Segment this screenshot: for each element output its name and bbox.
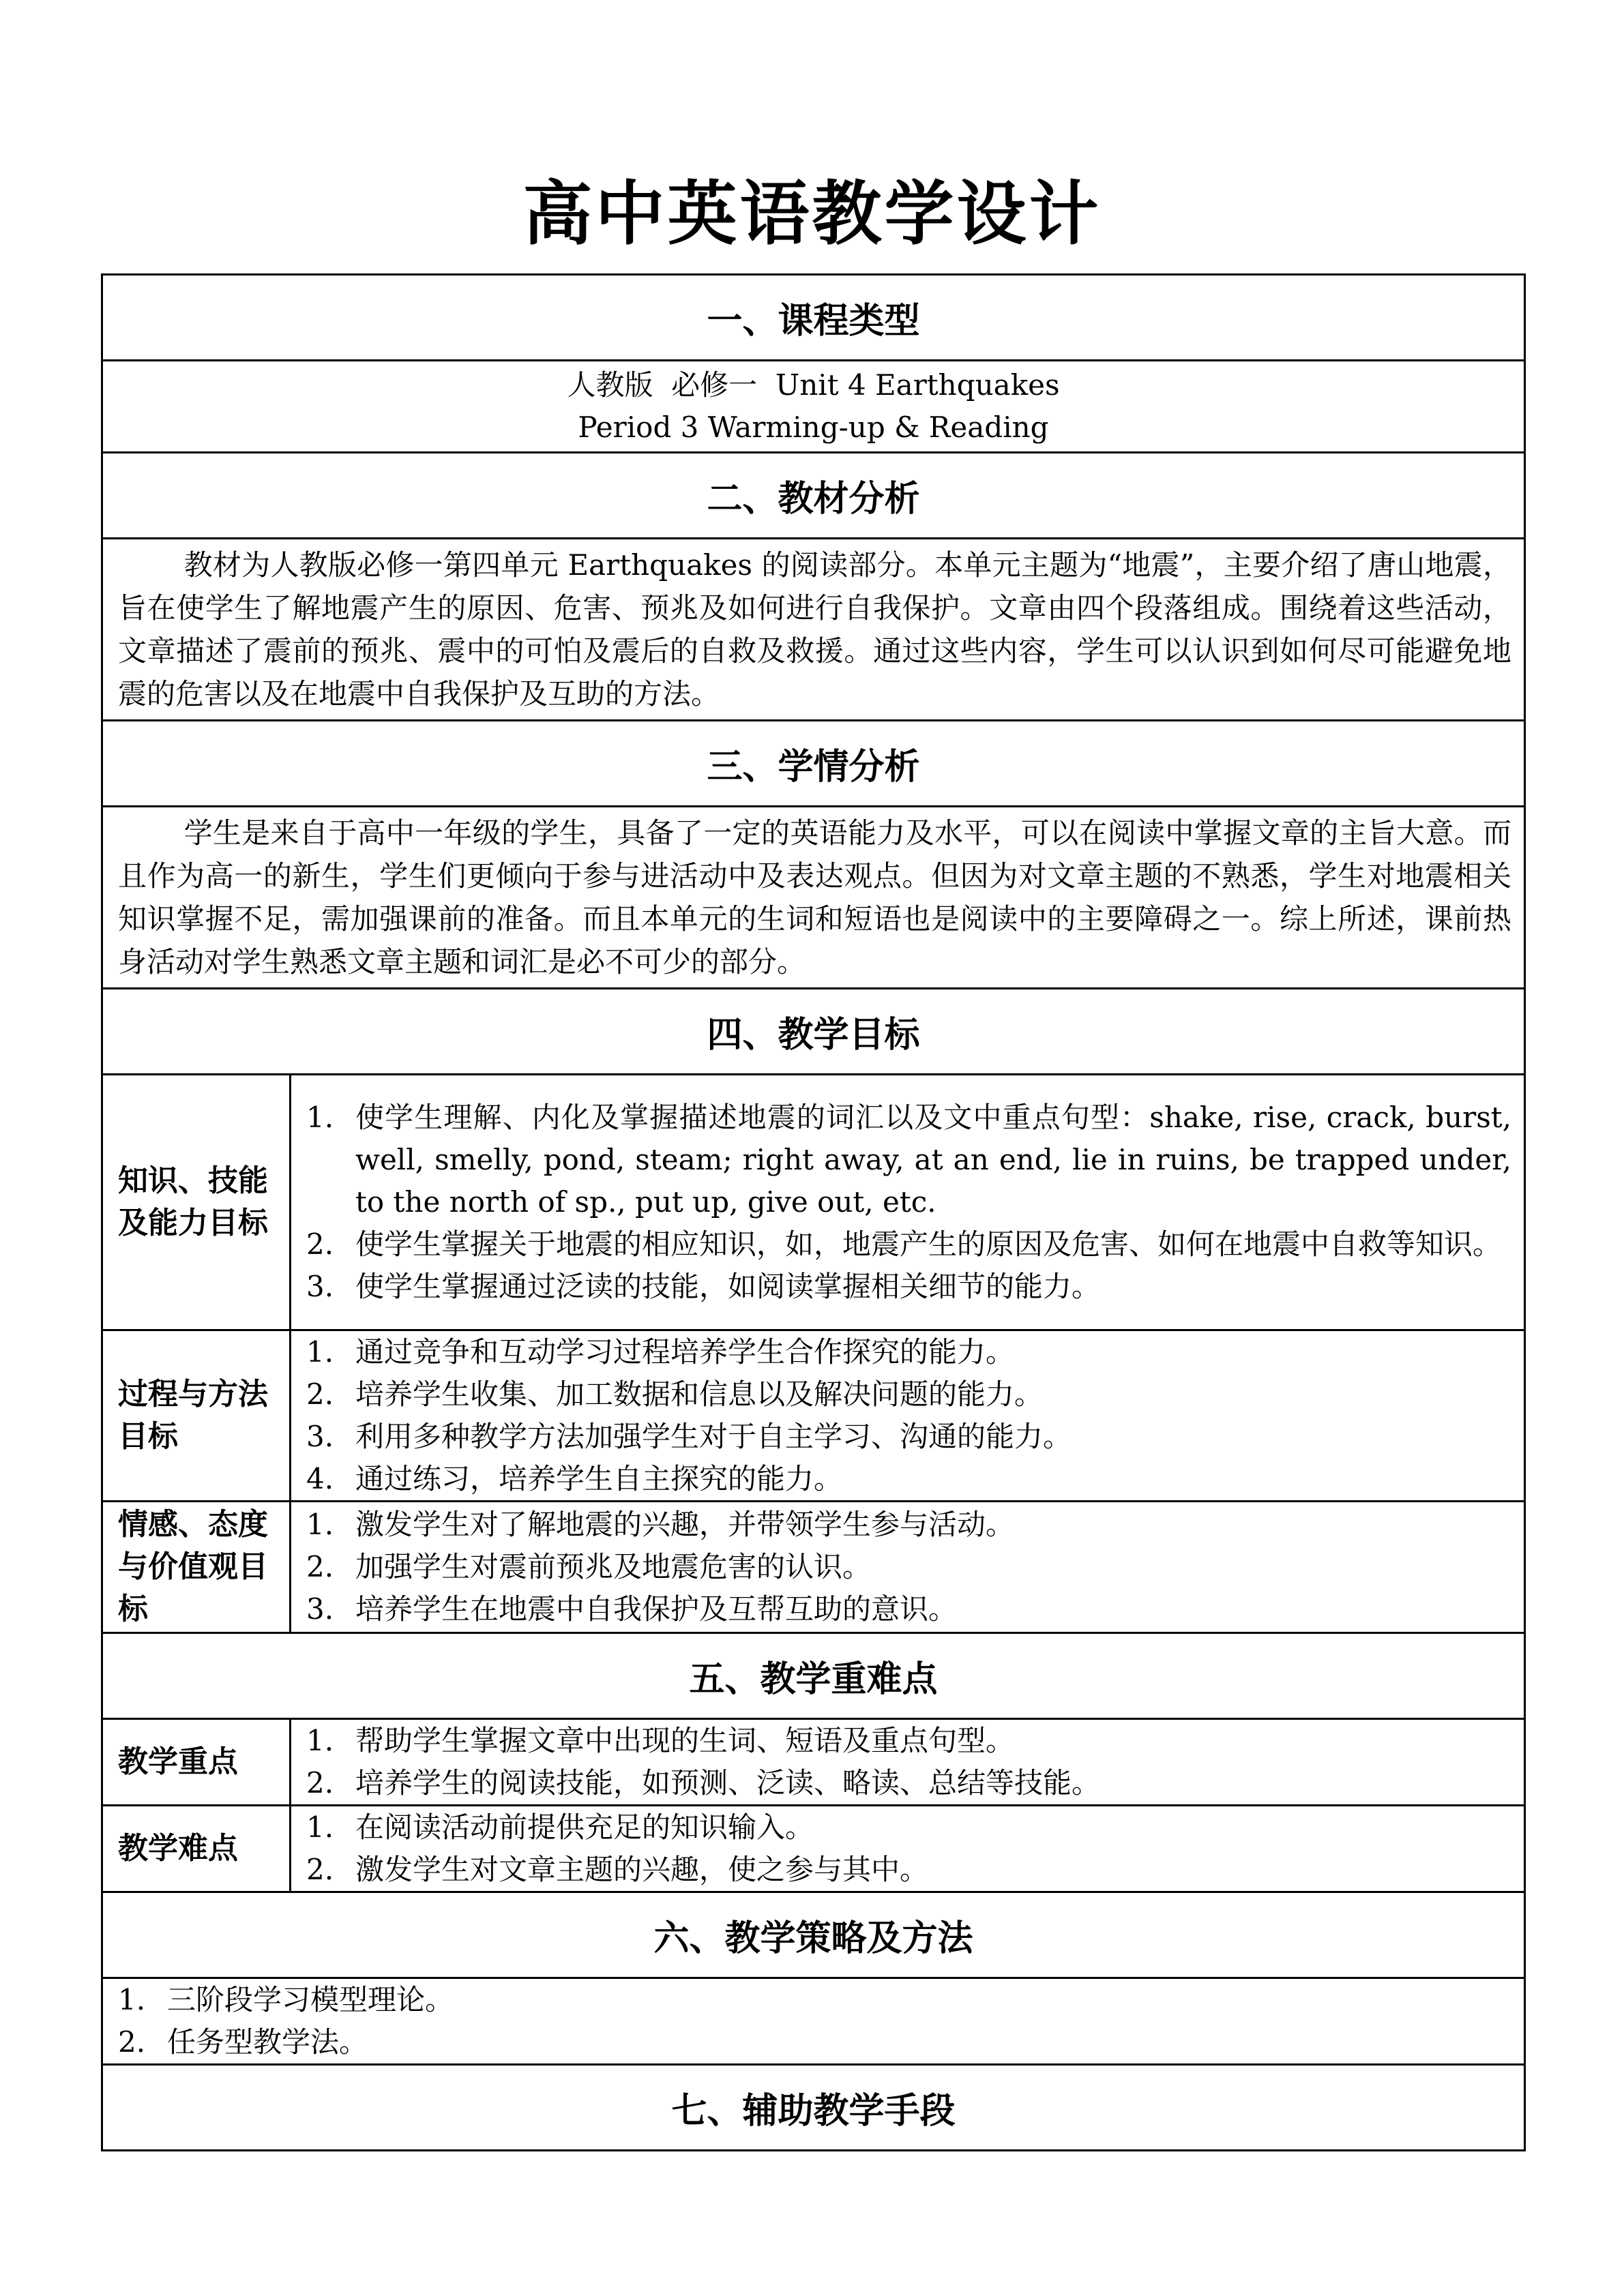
list-item: [306, 1720, 1511, 1762]
objective-row-process: [102, 1330, 1525, 1502]
objective-label-attitude: 情感、态度与价值观目标: [102, 1502, 291, 1633]
section-heading-course-type: 一、课程类型: [102, 275, 1525, 361]
item-number: 2.: [306, 1550, 334, 1583]
section-heading-aids: 七、辅助教学手段: [102, 2065, 1525, 2151]
section-heading-student-analysis: 三、学情分析: [102, 721, 1525, 807]
list-item: [306, 1223, 1511, 1266]
item-text: 加强学生对震前预兆及地震危害的认识。: [355, 1550, 872, 1583]
item-text: 使学生掌握关于地震的相应知识，如，地震产生的原因及危害、如何在地震中自救等知识。: [355, 1227, 1502, 1261]
student-analysis-text: 学生是来自于高中一年级的学生，具备了一定的英语能力及水平，可以在阅读中掌握文章的主旨大意。而且作为高一的新生，学生们更倾向于参与进活动中及表达观点。但因为对文章主题的不熟悉，学生对地震相关知识掌握不足，需加强课前的准备。而且本单元的生词和短语也是阅读中的主要障碍之一。综上所述，课前热身活动对学生熟悉文章主题和词汇是必不可少的部分。: [102, 807, 1525, 989]
item-text: 通过练习，培养学生自主探究的能力。: [355, 1462, 843, 1495]
item-text: 使学生掌握通过泛读的技能，如阅读掌握相关细节的能力。: [355, 1270, 1101, 1303]
item-number: 3.: [306, 1592, 334, 1626]
list-item: [306, 1458, 1511, 1500]
item-number: 2.: [306, 1377, 334, 1411]
list-item: [306, 1331, 1511, 1373]
item-number: 1.: [306, 1101, 334, 1134]
objective-label-process: 过程与方法目标: [102, 1330, 291, 1502]
item-number: 3.: [306, 1420, 334, 1453]
key-point-list: [291, 1720, 1524, 1804]
item-number: 2.: [306, 1766, 334, 1800]
list-item: [306, 1416, 1511, 1458]
item-text: 在阅读活动前提供充足的知识输入。: [355, 1810, 814, 1844]
item-number: 1.: [306, 1810, 334, 1844]
section-heading-row: [102, 275, 1525, 361]
course-type-cell: [102, 361, 1525, 453]
item-number: 2.: [306, 1227, 334, 1261]
item-text: 培养学生收集、加工数据和信息以及解决问题的能力。: [355, 1377, 1044, 1411]
objective-row-attitude: [102, 1502, 1525, 1633]
objective-row-knowledge: [102, 1075, 1525, 1330]
item-text: 激发学生对了解地震的兴趣，并带领学生参与活动。: [355, 1508, 1015, 1541]
item-number: 1.: [306, 1335, 334, 1369]
list-item: [306, 1504, 1511, 1546]
lesson-plan-table: [101, 273, 1526, 2151]
section-heading-objectives: 四、教学目标: [102, 989, 1525, 1075]
list-item: [306, 1762, 1511, 1804]
item-text: 通过竞争和互动学习过程培养学生合作探究的能力。: [355, 1335, 1015, 1369]
item-number: 2.: [306, 1853, 334, 1886]
difficult-point-row: [102, 1806, 1525, 1892]
list-item: [306, 1266, 1511, 1308]
objective-list-attitude: [291, 1504, 1524, 1630]
item-text: 三阶段学习模型理论。: [167, 1983, 454, 2016]
list-item: [306, 1097, 1511, 1223]
objective-list-process: [291, 1331, 1524, 1500]
item-number: 1.: [306, 1508, 334, 1541]
list-item: [306, 1546, 1511, 1588]
difficult-point-list: [291, 1806, 1524, 1891]
list-item: [306, 1849, 1511, 1891]
section-heading-material-analysis: 二、教材分析: [102, 453, 1525, 539]
list-item: [306, 1588, 1511, 1630]
list-item: [306, 1806, 1511, 1849]
item-text: 培养学生的阅读技能，如预测、泛读、略读、总结等技能。: [355, 1766, 1101, 1800]
key-point-label: 教学重点: [102, 1719, 291, 1806]
section-heading-key-difficult: 五、教学重难点: [102, 1633, 1525, 1719]
item-text: 激发学生对文章主题的兴趣，使之参与其中。: [355, 1853, 929, 1886]
item-number: 1.: [118, 1983, 146, 2016]
item-text: 帮助学生掌握文章中出现的生词、短语及重点句型。: [355, 1724, 1015, 1757]
list-item: [306, 1373, 1511, 1416]
item-text: 使学生理解、内化及掌握描述地震的词汇以及文中重点句型：shake, rise, crack, burst, well, smelly, pond, steam; right away, at an end, lie in ruins, be trapped under, to the north of sp., put up, give out, etc.: [355, 1101, 1512, 1219]
key-point-row: [102, 1719, 1525, 1806]
item-text: 利用多种教学方法加强学生对于自主学习、沟通的能力。: [355, 1420, 1072, 1453]
list-item: [118, 1979, 1511, 2021]
difficult-point-label: 教学难点: [102, 1806, 291, 1892]
document-title: 高中英语教学设计: [522, 174, 1102, 255]
strategies-list: [103, 1979, 1524, 2063]
course-period-line: Period 3 Warming-up & Reading: [578, 411, 1049, 444]
item-text: 任务型教学法。: [167, 2025, 368, 2059]
objective-label-knowledge: 知识、技能及能力目标: [102, 1075, 291, 1330]
item-number: 1.: [306, 1724, 334, 1757]
section-heading-strategies: 六、教学策略及方法: [102, 1892, 1525, 1978]
course-edition-line: 人教版 必修一 Unit 4 Earthquakes: [567, 368, 1060, 402]
item-number: 2.: [118, 2025, 146, 2059]
list-item: [118, 2021, 1511, 2063]
material-analysis-text: 教材为人教版必修一第四单元 Earthquakes 的阅读部分。本单元主题为“地震”，主要介绍了唐山地震，旨在使学生了解地震产生的原因、危害、预兆及如何进行自我保护。文章由四个段落组成。围绕着这些活动，文章描述了震前的预兆、震中的可怕及震后的自救及救援。通过这些内容，学生可以认识到如何尽可能避免地震的危害以及在地震中自我保护及互助的方法。: [102, 539, 1525, 721]
item-number: 4.: [306, 1462, 334, 1495]
item-number: 3.: [306, 1270, 334, 1303]
item-text: 培养学生在地震中自我保护及互帮互助的意识。: [355, 1592, 958, 1626]
objective-list-knowledge: [291, 1097, 1524, 1308]
